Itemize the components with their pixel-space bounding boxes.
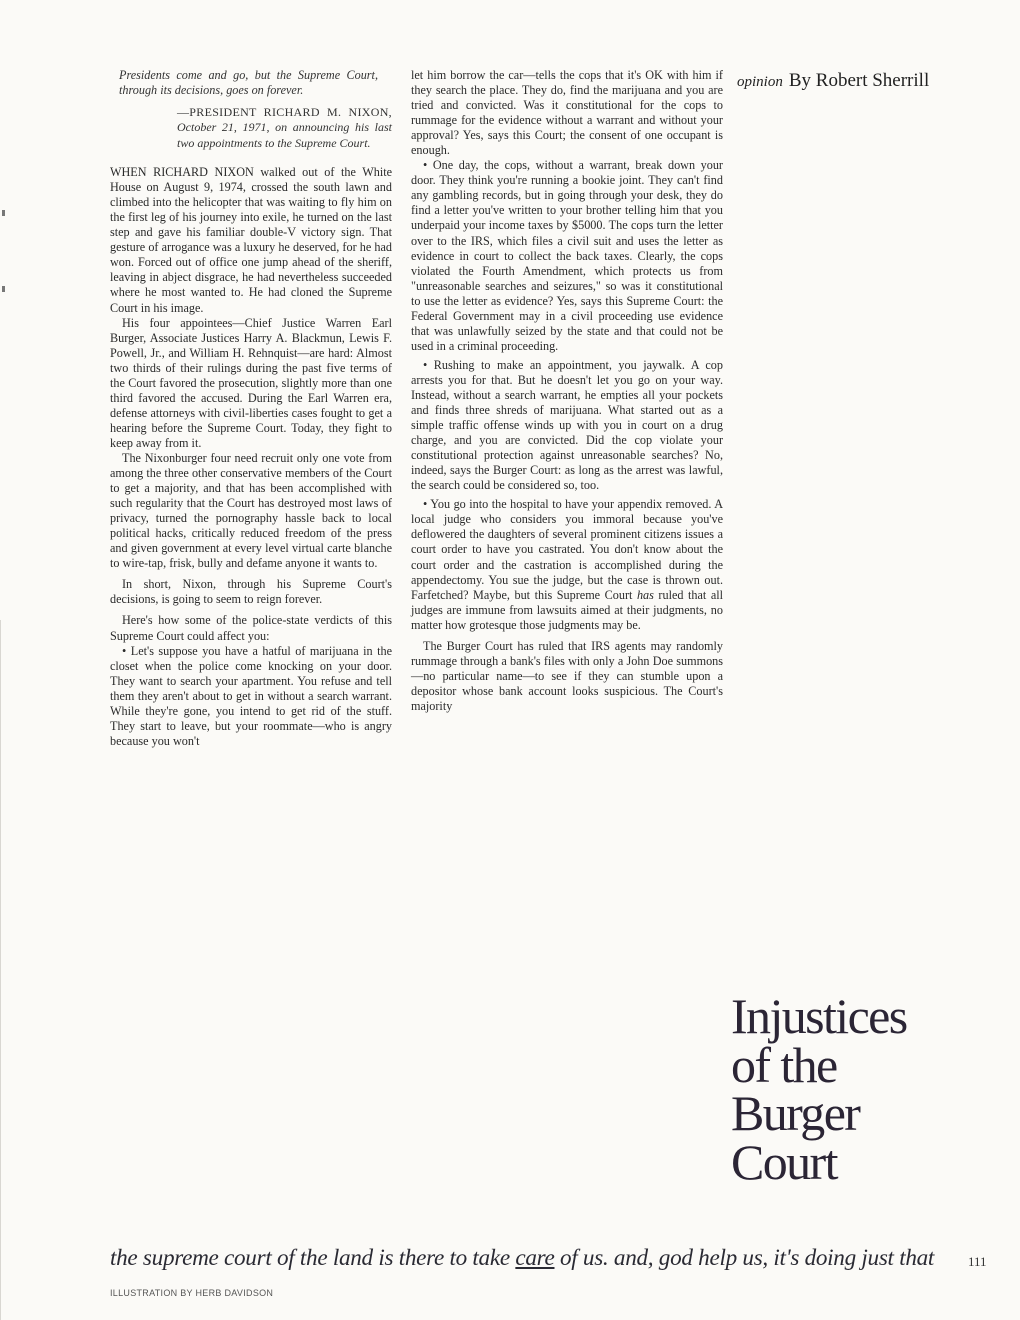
lead-in: WHEN RICHARD NIXON	[110, 165, 254, 180]
byline	[737, 70, 967, 92]
headline	[731, 988, 971, 1190]
paragraph: • Let's suppose you have a hatful of marijuana in the closet when the police come knocking on your door. They want to search your apartment. You refuse and tell them they aren't about to get in without a search warrant. While they're gone, you intend to get rid of the stuff. They start to leave, but your roommate—who is angry because you won't	[110, 643, 392, 748]
tagline	[110, 1245, 970, 1272]
paragraph: • One day, the cops, without a warrant, break down your door. They think you're running a bookie joint. They can't find any gambling records, but in going through your desk, they do find a letter you've written to your brother telling him that you underpaid your income taxes by $5000. The cops turn the letter over to the IRS, which files a civil suit and uses the letter as evidence in court to collect the back taxes. Clearly, the cops violated the Fourth Amendment, which protects us from "unreasonable searches and seizures," so was it constitutional to use the letter as evidence? Yes, says this Supreme Court: the Federal Government may in a civil proceeding use evidence that was unlawfully seized by the state and that could not be used in a criminal proceeding.	[411, 158, 723, 353]
attribution-name: —PRESIDENT RICHARD M. NIXON,	[177, 104, 392, 119]
tagline-text: of us. and, god help us, it's doing just that	[559, 1245, 935, 1271]
paragraph-text: • You go into the hospital to have your appendix removed. A local judge who considers you immoral because you've deflowered the daughters of several prominent citizens issues a court order to have you castrated. You don't know about the court order and the castration is accomplished during the appendectomy. You sue the judge, but the case is thrown out. Farfetched? Maybe, but this Supreme Court	[411, 497, 723, 602]
paragraph: In short, Nixon, through his Supreme Court's decisions, is going to seem to reign forever.	[110, 577, 392, 607]
paragraph: The Burger Court has ruled that IRS agents may randomly rummage through a bank's files with only a John Doe summons—no particular name—to see if they can stumble upon a depositor whose bank account looks suspicious. The Court's majority	[411, 638, 723, 713]
paragraph-text: ruled that all judges are immune from lawsuits aimed at their judgments, no matter how grotesque those judgments may be.	[411, 587, 724, 632]
margin-mark	[2, 286, 5, 292]
headline-line: Burger	[731, 1085, 860, 1141]
paragraph: His four appointees—Chief Justice Warren Earl Burger, Associate Justices Harry A. Blackmun, Lewis F. Powell, Jr., and William H. Rehnquist—are hard: Almost two thirds of their rulings during the past five terms of the Court favored the prosecution, slightly more than one third favored the accused. During the Earl Warren era, defense attorneys with civil-liberties cases fought to get a hearing before the Supreme Court. Today, they fight to keep away from it.	[110, 315, 392, 450]
page-edge-line	[0, 620, 1, 1320]
emphasis: has	[636, 587, 654, 602]
epigraph	[110, 68, 392, 99]
author: By Robert Sherrill	[788, 70, 930, 91]
paragraph: The Nixonburger four need recruit only one vote from among the three other conservative members of the Court to get a majority, and that has been accomplished with such regularity that the Court has destroyed most laws of privacy, turned the pornography hassle back to local political hacks, critically reduced freedom of the press and given government at every level virtual carte blanche to wire-tap, frisk, bully and defame anyone it wants to.	[110, 450, 392, 571]
paragraph	[411, 497, 723, 632]
epigraph-attribution	[177, 105, 392, 152]
article-column-left	[110, 68, 392, 749]
attribution-context: October 21, 1971, on announcing his last two appointments to the Supreme Court.	[177, 120, 392, 150]
tagline-underlined: care	[515, 1245, 555, 1271]
paragraph: • Rushing to make an appointment, you jaywalk. A cop arrests you for that. But he doesn't let you go on your way. Instead, without a search warrant, he empties all your pockets and finds three shreds of marijuana. What started out as a simple traffic offense winds up with you in court on a drug charge, and you are convicted. Did the cop violate your constitutional protection against unreasonable searches? No, indeed, says the Burger Court: as long as the arrest was lawful, the search could be considered so, too.	[411, 357, 723, 493]
headline-line: of the	[731, 1036, 837, 1093]
margin-mark	[2, 210, 5, 216]
paragraph: Here's how some of the police-state verdicts of this Supreme Court could affect you:	[110, 613, 392, 643]
paragraph: let him borrow the car—tells the cops that it's OK with him if they search the place. They do, find the marijuana and you are tried and convicted. Was it constitutional for the cops to rummage for the evidence without a warrant and without your approval? Yes, says this Court; the consent of one occupant is enough.	[411, 68, 723, 158]
headline-line: Injustices	[731, 988, 907, 1044]
paragraph	[110, 165, 392, 315]
illustration-credit: ILLUSTRATION BY HERB DAVIDSON	[110, 1288, 274, 1298]
paragraph-text: walked out of the White House on August 9, 1974, crossed the south lawn and climbed into the helicopter that was waiting to fly him on the first leg of his journey into exile, he turned on the last step and gave his familiar double-V victory sign. That gesture of arrogance was a luxury he deserved, for he had won. Forced out of office one jump ahead of the sheriff, leaving in abject disgrace, he had nevertheless succeeded where he most wanted to. He had cloned the Supreme Court in his image.	[110, 165, 393, 315]
article-column-right	[411, 68, 723, 714]
epigraph-quote: Presidents come and go, but the Supreme Court, through its decisions, goes on forever.	[119, 68, 378, 98]
tagline-text: the supreme court of the land is there to take	[110, 1245, 510, 1271]
section-label: opinion	[737, 74, 783, 90]
page-number: 111	[968, 1254, 987, 1269]
headline-line: Court	[731, 1133, 837, 1190]
